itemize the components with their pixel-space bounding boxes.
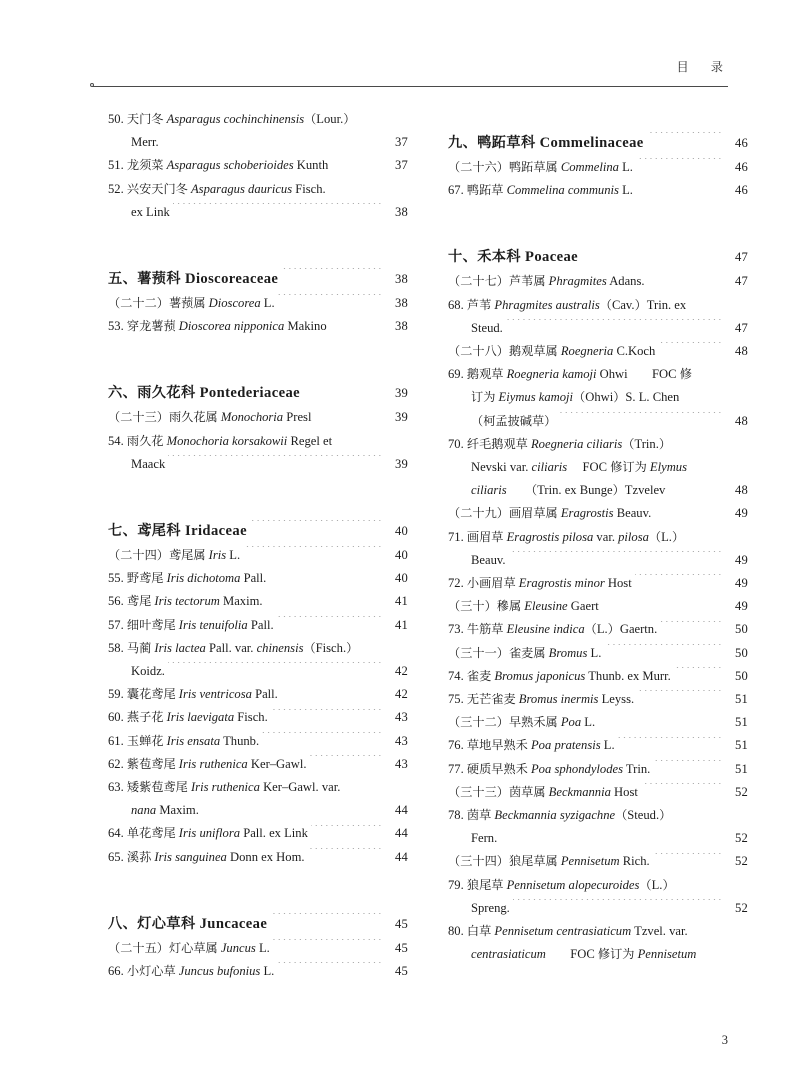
- toc-family-entry[interactable]: [108, 911, 408, 937]
- dot-leader: [266, 593, 383, 606]
- toc-page-number: 39: [395, 456, 408, 471]
- toc-page-number: 39: [395, 386, 408, 401]
- toc-page-number: 42: [395, 664, 408, 679]
- toc-entry-text: 75. 无芒雀麦 Bromus inermis Leyss.: [448, 692, 635, 707]
- toc-entry-text: 61. 玉蝉花 Iris ensata Thunb.: [108, 733, 260, 748]
- toc-page-number: 48: [735, 413, 748, 428]
- toc-entry-text: 62. 紫苞鸢尾 Iris ruthenica Ker–Gawl.: [108, 756, 307, 771]
- dot-leader: [691, 923, 745, 936]
- toc-page-number: 49: [735, 599, 748, 614]
- toc-genus-entry[interactable]: [448, 156, 748, 179]
- toc-entry-text: 69. 鹅观草 Roegneria kamoji Ohwi FOC 修: [448, 367, 692, 382]
- dot-leader: [581, 247, 723, 262]
- toc-page-number: 52: [735, 784, 748, 799]
- toc-entry-text: 70. 纤毛鹅观草 Roegneria ciliaris（Trin.）: [448, 436, 672, 451]
- toc-entry-text: 72. 小画眉草 Eragrostis minor Host: [448, 576, 632, 591]
- dot-leader: [277, 962, 383, 975]
- section-gap: [448, 202, 748, 222]
- dot-leader: [513, 899, 723, 912]
- toc-entry-text: （三十一）雀麦属 Bromus L.: [448, 645, 602, 660]
- dot-leader: [648, 273, 723, 286]
- toc-entry-text: （三十三）茵草属 Beckmannia Host: [448, 784, 638, 799]
- dot-leader: [278, 294, 383, 307]
- toc-page-number: 38: [395, 296, 408, 311]
- toc-page-number: 38: [395, 204, 408, 219]
- toc-entry-continuation[interactable]: [448, 386, 748, 409]
- dot-leader: [637, 690, 723, 703]
- toc-species-entry[interactable]: [108, 637, 408, 660]
- toc-page-number: 52: [735, 900, 748, 915]
- toc-species-entry[interactable]: [108, 776, 408, 799]
- toc-species-entry[interactable]: [448, 179, 748, 202]
- dot-leader: [329, 180, 405, 193]
- toc-genus-entry[interactable]: [108, 292, 408, 315]
- dot-leader: [262, 732, 383, 745]
- toc-entry-continuation[interactable]: [448, 943, 748, 966]
- dot-leader: [689, 296, 745, 309]
- toc-entry-text: ex Link: [131, 204, 170, 219]
- dot-leader: [699, 946, 745, 959]
- toc-page-number: 45: [395, 964, 408, 979]
- dot-leader: [331, 157, 383, 170]
- toc-species-entry[interactable]: [108, 154, 408, 177]
- toc-entry-text: 58. 马蔺 Iris lactea Pall. var. chinensis（Fisch.）: [108, 640, 359, 655]
- toc-species-entry[interactable]: [108, 683, 408, 706]
- toc-page-number: 49: [735, 576, 748, 591]
- dot-leader: [500, 830, 723, 843]
- toc-entry-text: 六、雨久花科 Pontederiaceae: [108, 385, 301, 402]
- toc-page-number: 41: [395, 594, 408, 609]
- toc-entry-text: 八、灯心草科 Juncaceae: [108, 915, 268, 932]
- dot-leader: [168, 662, 383, 675]
- toc-page-number: 43: [395, 756, 408, 771]
- toc-page-number: 50: [735, 668, 748, 683]
- dot-leader: [653, 853, 723, 866]
- dot-leader: [243, 546, 383, 559]
- dot-leader: [682, 389, 745, 402]
- toc-entry-text: Koidz.: [131, 664, 165, 679]
- toc-species-entry[interactable]: [108, 590, 408, 613]
- toc-genus-entry[interactable]: [108, 406, 408, 429]
- toc-entry-text: 十、禾本科 Poaceae: [448, 249, 579, 266]
- toc-entry-text: 55. 野鸢尾 Iris dichotoma Pall.: [108, 571, 267, 586]
- dot-leader: [358, 110, 405, 123]
- toc-page-number: 46: [735, 136, 748, 150]
- toc-genus-entry[interactable]: [108, 937, 408, 960]
- toc-genus-entry[interactable]: [448, 502, 748, 525]
- dot-leader: [168, 455, 383, 468]
- dot-leader: [273, 939, 383, 952]
- toc-page-number: 51: [735, 715, 748, 730]
- running-head: [92, 58, 728, 92]
- toc-entry-text: 54. 雨久花 Monochoria korsakowii Regel et: [108, 433, 333, 448]
- toc-entry-text: 60. 燕子花 Iris laevigata Fisch.: [108, 710, 268, 725]
- toc-entry-continuation[interactable]: [108, 201, 408, 224]
- toc-page-number: 48: [735, 483, 748, 498]
- toc-entry-text: 九、鸭跖草科 Commelinaceae: [448, 135, 644, 151]
- toc-page-number: 40: [395, 524, 408, 539]
- dot-leader: [281, 686, 383, 699]
- toc-entry-text: （柯孟披碱草）: [471, 413, 557, 428]
- toc-entry-text: nana Maxim.: [131, 803, 199, 818]
- toc-species-entry[interactable]: [108, 178, 408, 201]
- toc-entry-text: （二十五）灯心草属 Juncus L.: [108, 940, 270, 955]
- toc-species-entry[interactable]: [448, 734, 748, 757]
- toc-entry-continuation[interactable]: [448, 897, 748, 920]
- dot-leader: [668, 482, 723, 495]
- toc-genus-entry[interactable]: [448, 595, 748, 618]
- running-head-title: 目 录: [676, 60, 728, 74]
- toc-species-entry[interactable]: [448, 363, 748, 386]
- toc-species-entry[interactable]: [448, 804, 748, 827]
- dot-leader: [636, 158, 723, 171]
- toc-page-number: 45: [395, 916, 408, 931]
- toc-family-entry[interactable]: [108, 380, 408, 406]
- toc-species-entry[interactable]: [108, 822, 408, 845]
- dot-leader: [506, 319, 723, 332]
- toc-entry-text: 79. 狼尾草 Pennisetum alopecuroides（L.）: [448, 877, 675, 892]
- toc-page-number: 46: [735, 183, 748, 198]
- toc-page-number: 40: [395, 571, 408, 586]
- toc-column-right: [448, 108, 748, 967]
- dot-leader: [250, 520, 383, 535]
- toc-species-entry[interactable]: [108, 706, 408, 729]
- toc-entry-text: （二十二）薯蓣属 Dioscorea L.: [108, 296, 275, 311]
- dot-leader: [654, 505, 723, 518]
- toc-entry-text: （二十六）鸭跖草属 Commelina L.: [448, 160, 633, 174]
- toc-species-entry[interactable]: [108, 960, 408, 983]
- toc-entry-text: 68. 芦苇 Phragmites australis（Cav.）Trin. ex: [448, 297, 687, 312]
- toc-genus-entry[interactable]: [448, 270, 748, 293]
- dot-leader: [559, 412, 723, 425]
- toc-genus-entry[interactable]: [448, 642, 748, 665]
- toc-entry-text: Spreng.: [471, 900, 510, 915]
- toc-entry-text: 73. 牛筋草 Eleusine indica（L.）Gaertn.: [448, 622, 658, 637]
- toc-entry-text: 80. 白草 Pennisetum centrasiaticum Tzvel. var.: [448, 924, 688, 939]
- toc-entry-text: 53. 穿龙薯蓣 Dioscorea nipponica Makino: [108, 319, 327, 334]
- dot-leader: [277, 616, 383, 629]
- dot-leader: [695, 366, 745, 379]
- toc-species-entry[interactable]: [448, 433, 748, 456]
- dot-leader: [598, 714, 723, 727]
- dot-leader: [343, 778, 405, 791]
- dot-leader: [173, 203, 383, 216]
- dot-leader: [653, 760, 723, 773]
- toc-page-number: 49: [735, 506, 748, 521]
- dot-leader: [674, 806, 745, 819]
- toc-entry-text: 64. 单花鸢尾 Iris uniflora Pall. ex Link: [108, 826, 308, 841]
- toc-entry-text: Fern.: [471, 831, 498, 846]
- toc-entry-text: 51. 龙须菜 Asparagus schoberioides Kunth: [108, 158, 329, 173]
- toc-species-entry[interactable]: [448, 665, 748, 688]
- toc-entry-continuation[interactable]: [448, 410, 748, 433]
- toc-entry-continuation[interactable]: [108, 131, 408, 154]
- toc-genus-entry[interactable]: [448, 340, 748, 363]
- toc-entry-continuation[interactable]: [108, 660, 408, 683]
- toc-entry-text: 57. 细叶鸢尾 Iris tenuifolia Pall.: [108, 617, 274, 632]
- dot-leader: [509, 551, 723, 564]
- dot-leader: [678, 876, 745, 889]
- toc-entry-text: 59. 囊花鸢尾 Iris ventricosa Pall.: [108, 687, 278, 702]
- toc-entry-text: 71. 画眉草 Eragrostis pilosa var. pilosa（L.）: [448, 529, 685, 544]
- dot-leader: [314, 409, 383, 422]
- toc-species-entry[interactable]: [448, 572, 748, 595]
- toc-entry-text: 67. 鸭跖草 Commelina communis L.: [448, 183, 633, 198]
- toc-page-number: 50: [735, 622, 748, 637]
- header-rule-dot: [90, 83, 94, 87]
- toc-genus-entry[interactable]: [108, 544, 408, 567]
- toc-page-number: 51: [735, 738, 748, 753]
- toc-entry-text: Merr.: [131, 135, 159, 150]
- dot-leader: [335, 432, 405, 445]
- dot-leader: [658, 342, 723, 355]
- dot-leader: [636, 182, 723, 195]
- toc-entry-text: （三十）穇属 Eleusine Gaert: [448, 599, 599, 614]
- toc-page-number: 47: [735, 320, 748, 335]
- toc-entry-continuation[interactable]: [108, 799, 408, 822]
- toc-entry-text: 52. 兴安天门冬 Asparagus dauricus Fisch.: [108, 181, 326, 196]
- dot-leader: [270, 913, 383, 928]
- toc-genus-entry[interactable]: [448, 711, 748, 734]
- dot-leader: [635, 574, 723, 587]
- toc-entry-continuation[interactable]: [108, 453, 408, 476]
- toc-page-number: 37: [395, 158, 408, 173]
- toc-entry-text: Beauv.: [471, 552, 506, 567]
- dot-leader: [641, 783, 723, 796]
- dot-leader: [311, 825, 383, 838]
- toc-page-number: 41: [395, 617, 408, 632]
- toc-page-number: 44: [395, 849, 408, 864]
- toc-page-number: 52: [735, 831, 748, 846]
- toc-species-entry[interactable]: [108, 846, 408, 869]
- dot-leader: [271, 709, 383, 722]
- toc-page-number: 40: [395, 548, 408, 563]
- toc-entry-text: Steud.: [471, 320, 503, 335]
- toc-species-entry[interactable]: [448, 758, 748, 781]
- toc-column-left: [108, 108, 408, 983]
- page-number: 3: [721, 1033, 728, 1047]
- toc-genus-entry[interactable]: [448, 781, 748, 804]
- dot-leader: [303, 383, 383, 398]
- dot-leader: [281, 268, 383, 283]
- toc-entry-text: 56. 鸢尾 Iris tectorum Maxim.: [108, 594, 263, 609]
- section-gap: [108, 338, 408, 358]
- dot-leader: [647, 132, 723, 147]
- toc-page-number: 38: [395, 319, 408, 334]
- toc-species-entry[interactable]: [108, 567, 408, 590]
- toc-page-number: 52: [735, 854, 748, 869]
- toc-page-number: 48: [735, 344, 748, 359]
- toc-entry-continuation[interactable]: [448, 549, 748, 572]
- dot-leader: [674, 435, 745, 448]
- toc-entry-text: 76. 草地早熟禾 Poa pratensis L.: [448, 738, 615, 753]
- toc-entry-text: Nevski var. ciliaris FOC 修订为 Elymus: [471, 460, 687, 475]
- toc-page-number: 39: [395, 410, 408, 425]
- toc-species-entry[interactable]: [108, 614, 408, 637]
- toc-page-number: 38: [395, 272, 408, 287]
- toc-entry-text: （二十七）芦苇属 Phragmites Adans.: [448, 274, 645, 289]
- section-gap: [108, 869, 408, 889]
- toc-entry-text: 65. 溪荪 Iris sanguinea Donn ex Hom.: [108, 849, 305, 864]
- toc-genus-entry[interactable]: [448, 850, 748, 873]
- toc-species-entry[interactable]: [448, 920, 748, 943]
- toc-species-entry[interactable]: [108, 730, 408, 753]
- toc-page-number: 49: [735, 552, 748, 567]
- dot-leader: [162, 134, 383, 147]
- dot-leader: [361, 639, 405, 652]
- dot-leader: [687, 528, 745, 541]
- toc-page-number: 51: [735, 761, 748, 776]
- toc-species-entry[interactable]: [448, 618, 748, 641]
- dot-leader: [202, 802, 383, 815]
- dot-leader: [660, 621, 723, 634]
- section-gap: [108, 476, 408, 496]
- toc-entry-continuation[interactable]: [448, 317, 748, 340]
- dot-leader: [604, 644, 723, 657]
- dot-leader: [308, 848, 383, 861]
- toc-page-number: 37: [395, 135, 408, 150]
- toc-entry-text: 66. 小灯心草 Juncus bufonius L.: [108, 964, 275, 979]
- toc-entry-text: 78. 茵草 Beckmannia syzigachne（Steud.）: [448, 808, 672, 823]
- toc-entry-text: centrasiaticum FOC 修订为 Pennisetum: [471, 947, 697, 962]
- toc-page-number: 43: [395, 710, 408, 725]
- toc-page-number: 50: [735, 645, 748, 660]
- toc-page-number: 45: [395, 940, 408, 955]
- toc-entry-text: （二十三）雨久花属 Monochoria Presl: [108, 410, 312, 425]
- toc-entry-text: （三十四）狼尾草属 Pennisetum Rich.: [448, 854, 650, 869]
- toc-entry-text: （三十二）早熟禾属 Poa L.: [448, 715, 596, 730]
- toc-species-entry[interactable]: [448, 874, 748, 897]
- toc-entry-text: 63. 矮紫苞鸢尾 Iris ruthenica Ker–Gawl. var.: [108, 780, 341, 795]
- toc-family-entry[interactable]: [448, 130, 748, 156]
- toc-entry-text: 50. 天门冬 Asparagus cochinchinensis（Lour.）: [108, 112, 356, 126]
- toc-entry-text: 七、鸢尾科 Iridaceae: [108, 523, 247, 540]
- toc-entry-continuation[interactable]: [448, 479, 748, 502]
- dot-leader: [690, 458, 745, 471]
- dot-leader: [330, 318, 383, 331]
- toc-species-entry[interactable]: [108, 753, 408, 776]
- toc-entry-continuation[interactable]: [448, 456, 748, 479]
- toc-page-number: 51: [735, 692, 748, 707]
- dot-leader: [618, 737, 723, 750]
- toc-family-entry[interactable]: [108, 518, 408, 544]
- toc-page-number: 44: [395, 826, 408, 841]
- toc-entry-text: （二十九）画眉草属 Eragrostis Beauv.: [448, 506, 652, 521]
- toc-species-entry[interactable]: [108, 315, 408, 338]
- header-rule: [92, 86, 728, 87]
- toc-species-entry[interactable]: [448, 688, 748, 711]
- toc-family-entry[interactable]: [448, 244, 748, 270]
- toc-entry-text: 74. 雀麦 Bromus japonicus Thunb. ex Murr.: [448, 668, 671, 683]
- toc-entry-text: （二十八）鹅观草属 Roegneria C.Koch: [448, 344, 656, 359]
- section-gap: [108, 224, 408, 244]
- toc-species-entry[interactable]: [448, 294, 748, 317]
- toc-page-number: 46: [735, 160, 748, 174]
- toc-entry-continuation[interactable]: [448, 827, 748, 850]
- toc-entry-text: （二十四）鸢尾属 Iris L.: [108, 548, 241, 563]
- toc-entry-text: ciliaris （Trin. ex Bunge）Tzvelev: [471, 483, 666, 498]
- toc-entry-text: Maack: [131, 456, 166, 471]
- toc-entry-text: 订为 Eiymus kamoji（Ohwi）S. L. Chen: [471, 390, 680, 405]
- dot-leader: [269, 570, 383, 583]
- toc-species-entry[interactable]: [448, 526, 748, 549]
- dot-leader: [602, 598, 723, 611]
- toc-species-entry[interactable]: [108, 108, 408, 131]
- toc-family-entry[interactable]: [108, 266, 408, 292]
- dot-leader: [674, 667, 723, 680]
- toc-entry-text: 五、薯蓣科 Dioscoreaceae: [108, 271, 279, 288]
- toc-page-number: 44: [395, 803, 408, 818]
- toc-page-number: 47: [735, 274, 748, 289]
- toc-species-entry[interactable]: [108, 430, 408, 453]
- dot-leader: [310, 755, 384, 768]
- toc-page-number: 43: [395, 733, 408, 748]
- toc-entry-text: 77. 硬质早熟禾 Poa sphondylodes Trin.: [448, 761, 651, 776]
- toc-page-number: 42: [395, 687, 408, 702]
- toc-page-number: 47: [735, 250, 748, 265]
